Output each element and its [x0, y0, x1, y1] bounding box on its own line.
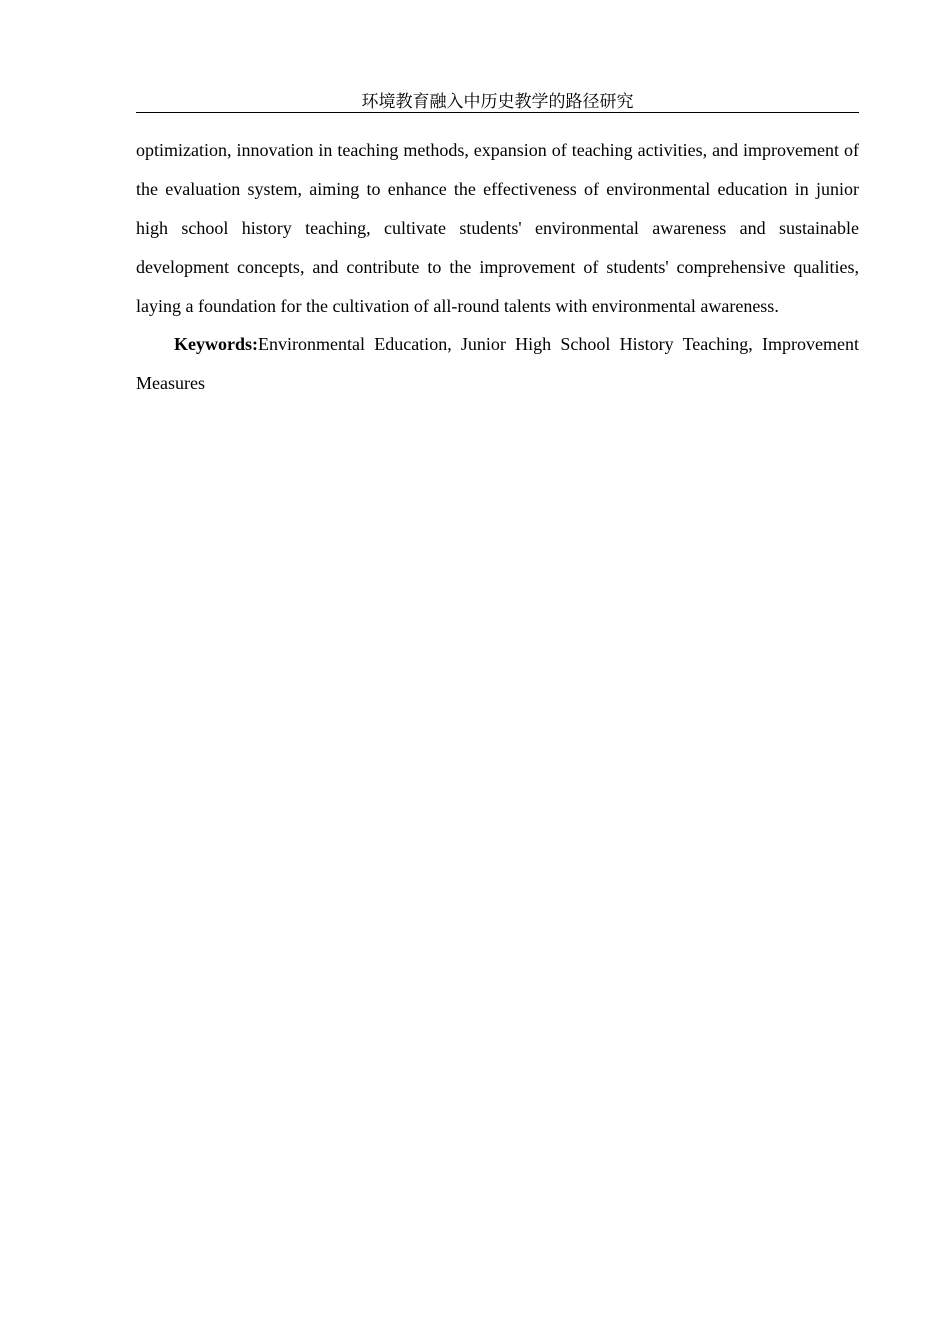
- abstract-body: [136, 131, 859, 403]
- abstract-paragraph: optimization, innovation in teaching methods, expansion of teaching activities, and improvement of the evaluation system, aiming to enhance the effectiveness of environmental education in junior high school history teaching, cultivate students' environmental awareness and sustainable development concepts, and contribute to the improvement of students' comprehensive qualities, laying a foundation for the cultivation of all-round talents with environmental awareness.: [136, 140, 859, 316]
- keywords-paragraph: [136, 325, 859, 403]
- header-title: 环境教育融入中历史教学的路径研究: [361, 92, 634, 112]
- keywords-value: Environmental Education, Junior High School History Teaching, Improvement Measures: [136, 334, 859, 393]
- keywords-label: Keywords:: [174, 334, 258, 354]
- page-header: [136, 90, 859, 113]
